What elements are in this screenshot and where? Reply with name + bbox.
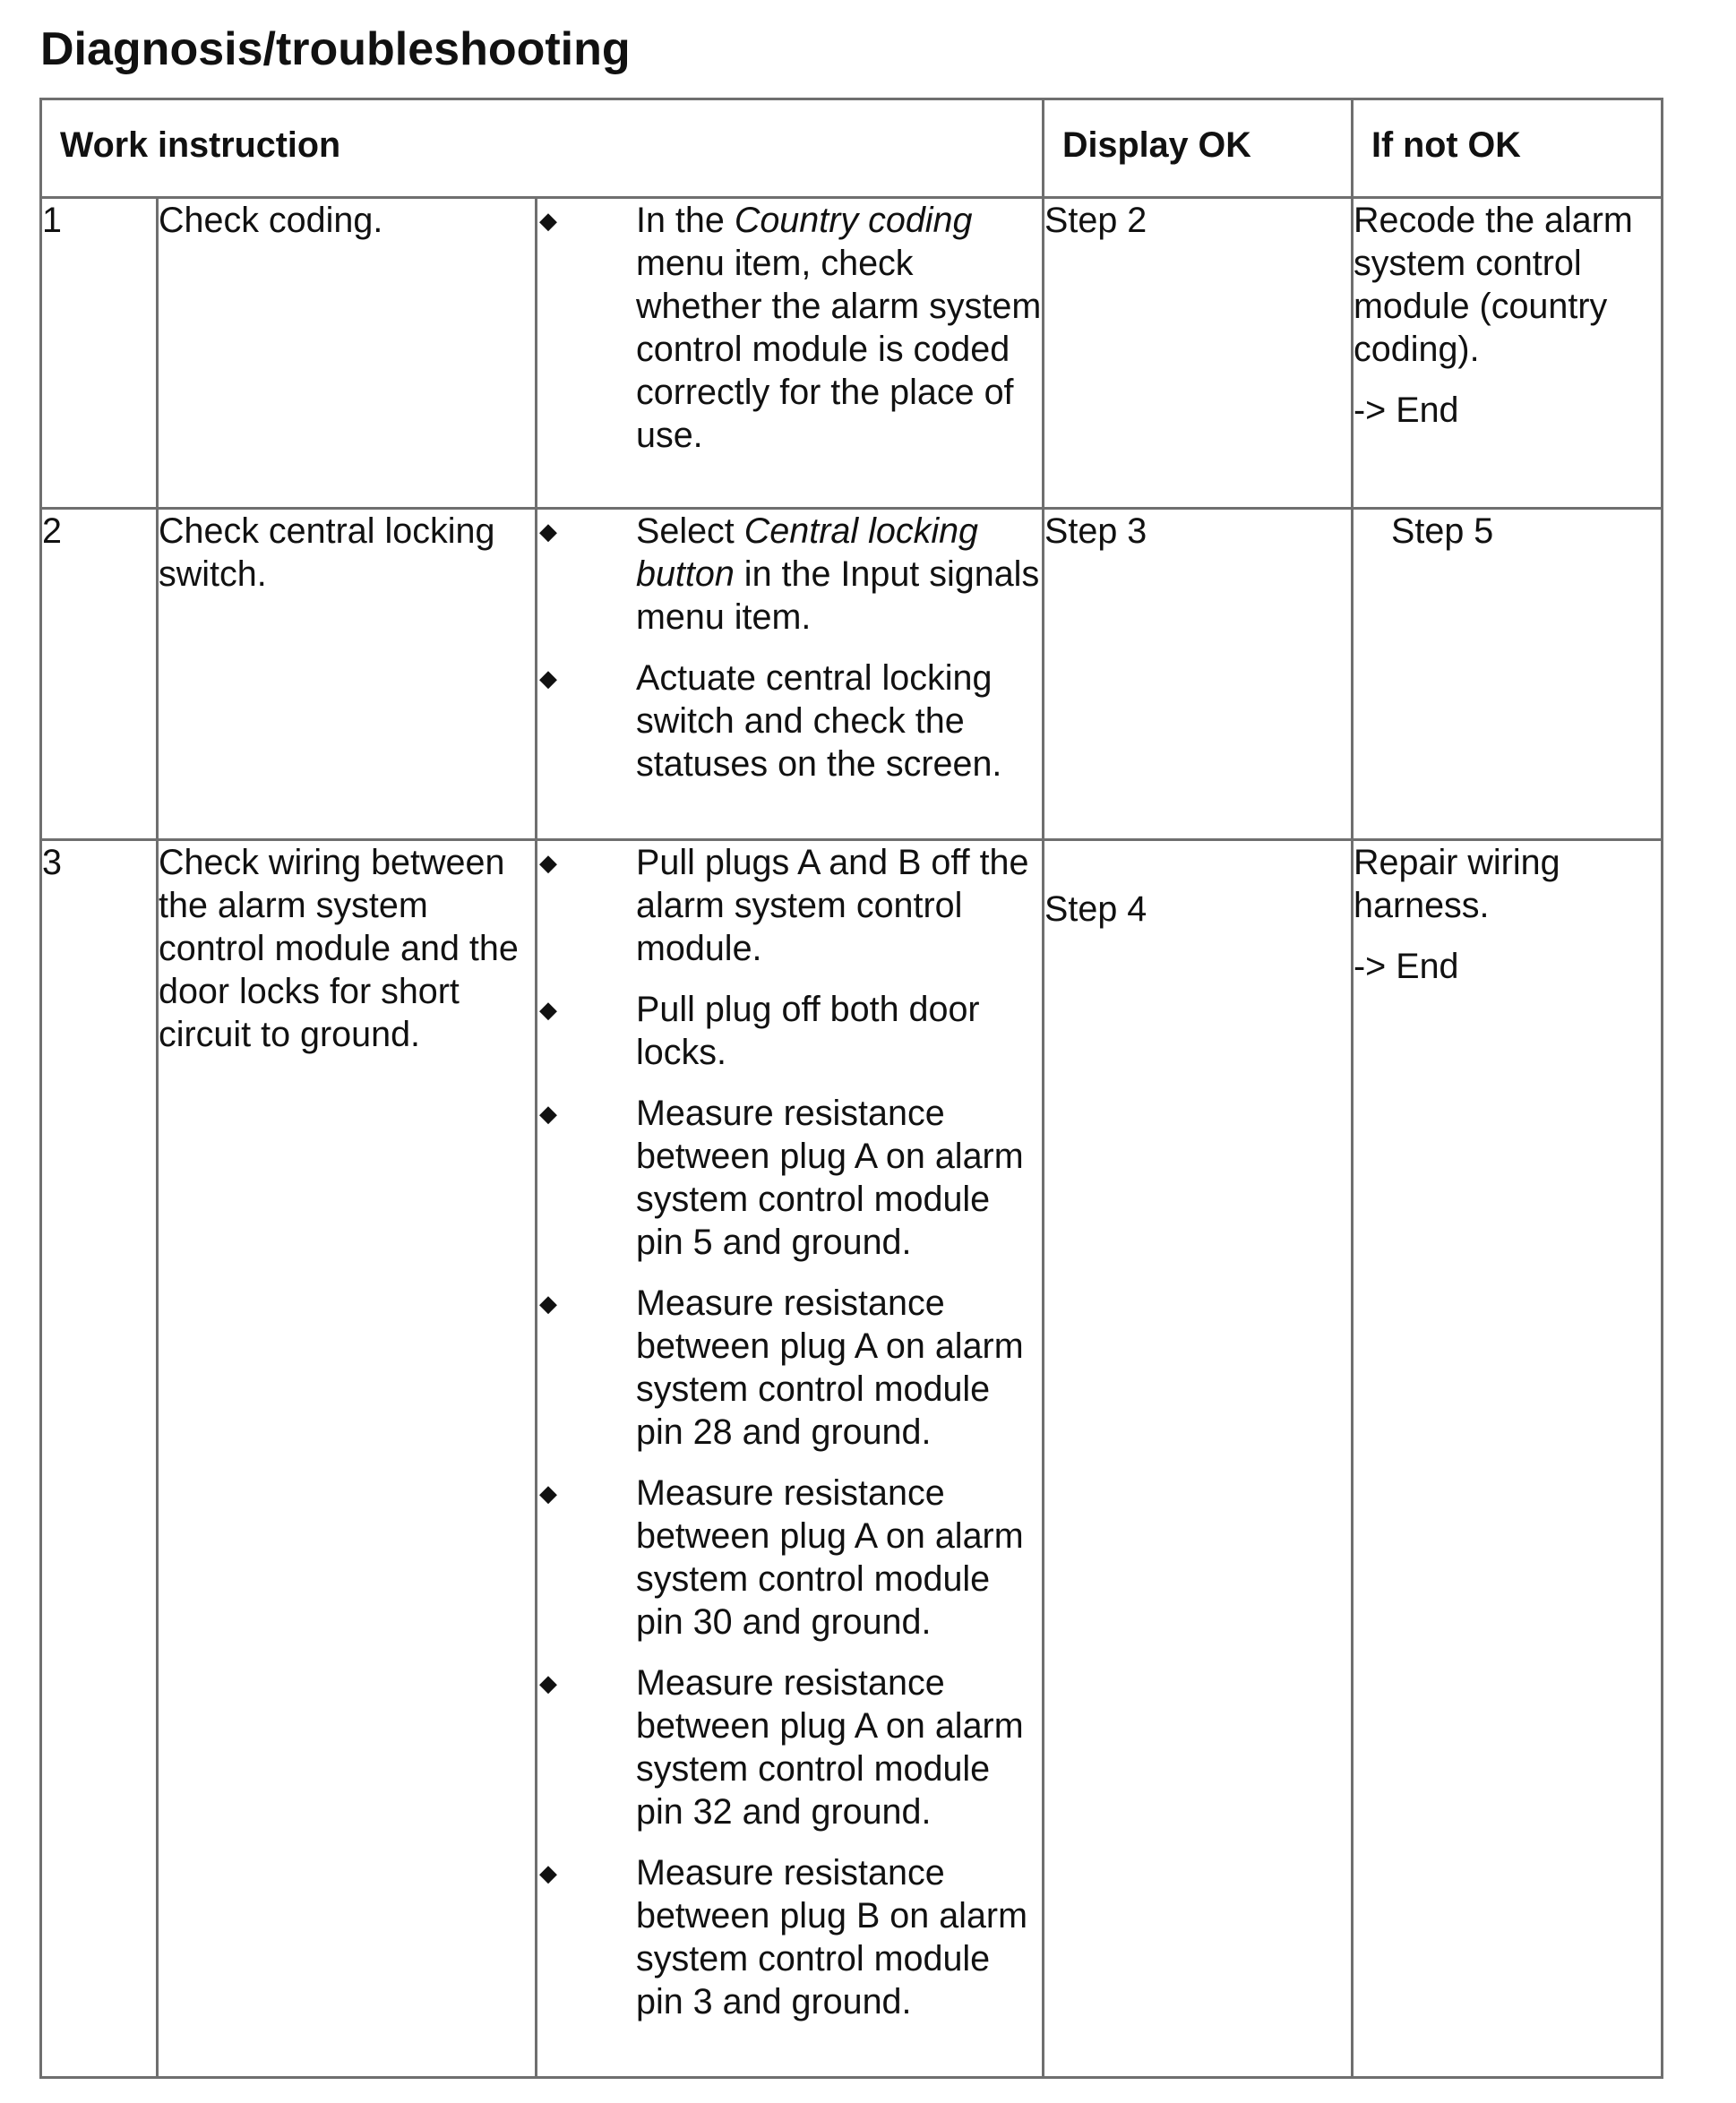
step-instructions [537,840,1044,2078]
list-item [537,1851,1042,2023]
if-not-ok-next: -> End [1354,391,1459,430]
troubleshooting-table [39,98,1663,2079]
diamond-bullet-icon: ◆ [539,996,557,1023]
list-item [537,657,1042,785]
instruction-text-pre: In the [636,201,735,240]
display-ok-value: Step 3 [1044,509,1353,840]
diamond-bullet-icon: ◆ [539,665,557,691]
display-ok-cell [1044,840,1353,2078]
if-not-ok-cell [1353,509,1663,840]
list-item [537,1092,1042,1264]
instruction-text: Pull plugs A and B off the alarm system control module. [636,843,1029,968]
list-item [537,1282,1042,1454]
instruction-text: Pull plug off both door locks. [636,990,980,1072]
input-signal-name: Central locking button [636,511,979,594]
table-row [41,509,1663,840]
instruction-text: Measure resistance between plug A on alarm system control module pin 30 and ground. [636,1473,1024,1642]
diamond-bullet-icon: ◆ [539,518,557,545]
if-not-ok-cell [1353,198,1663,509]
step-number: 1 [41,198,158,509]
header-work-instruction: Work instruction [41,99,1044,198]
list-item [537,199,1042,457]
table-row [41,840,1663,2078]
display-ok-value: Step 4 [1044,889,1147,929]
page-title: Diagnosis/troubleshooting [40,23,631,75]
instruction-text-post: in the Input signals menu item. [636,554,1040,637]
if-not-ok-action: Recode the alarm system control module (country coding). [1354,201,1633,369]
step-description: Check coding. [158,198,537,509]
if-not-ok-action: Repair wiring harness. [1354,843,1560,925]
table-row [41,198,1663,509]
list-item [537,510,1042,639]
instruction-text: Measure resistance between plug A on alarm system control module pin 28 and ground. [636,1283,1024,1452]
step-number: 2 [41,509,158,840]
display-ok-value: Step 2 [1044,198,1353,509]
diamond-bullet-icon: ◆ [539,849,557,876]
step-instructions [537,509,1044,840]
header-if-not-ok: If not OK [1353,99,1663,198]
instruction-text [636,511,1039,637]
list-item [537,988,1042,1074]
header-display-ok: Display OK [1044,99,1353,198]
instruction-text: Measure resistance between plug B on alarm system control module pin 3 and ground. [636,1853,1027,2021]
instruction-text [636,201,1041,455]
if-not-ok-cell [1353,840,1663,2078]
list-item [537,841,1042,970]
step-instructions [537,198,1044,509]
diamond-bullet-icon: ◆ [539,1290,557,1317]
diamond-bullet-icon: ◆ [539,1859,557,1886]
list-item [537,1661,1042,1833]
instruction-text-post: menu item, check whether the alarm system control module is coded correctly for the place of use. [636,244,1042,455]
diamond-bullet-icon: ◆ [539,1480,557,1506]
list-item [537,1472,1042,1644]
menu-item-name: Country coding [734,201,973,240]
if-not-ok-action: Step 5 [1391,511,1494,551]
step-description: Check wiring between the alarm system control module and the door locks for short circuit to ground. [158,840,537,2078]
diamond-bullet-icon: ◆ [539,1670,557,1696]
step-description: Check central locking switch. [158,509,537,840]
instruction-text: Actuate central locking switch and check the statuses on the screen. [636,658,1002,784]
if-not-ok-next: -> End [1354,947,1459,986]
instruction-text-pre: Select [636,511,744,551]
diamond-bullet-icon: ◆ [539,1100,557,1127]
step-number: 3 [41,840,158,2078]
diamond-bullet-icon: ◆ [539,207,557,234]
table-header-row [41,99,1663,198]
instruction-text: Measure resistance between plug A on alarm system control module pin 5 and ground. [636,1094,1024,1262]
instruction-text: Measure resistance between plug A on alarm system control module pin 32 and ground. [636,1663,1024,1832]
